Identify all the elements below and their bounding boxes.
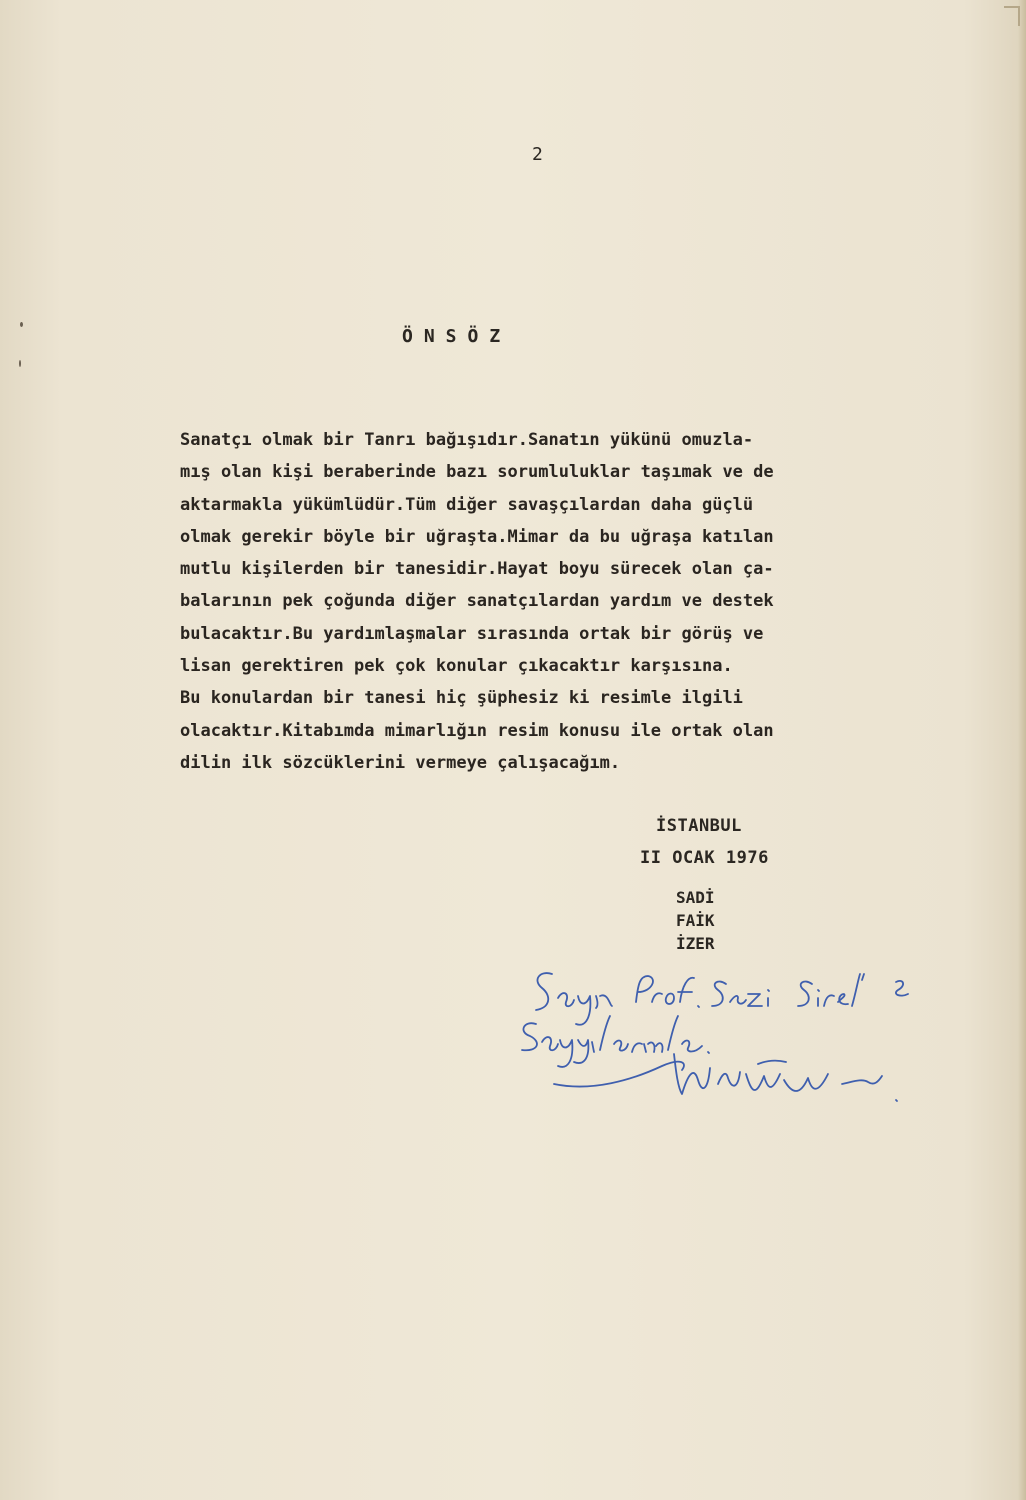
body-line: dilin ilk sözcüklerini vermeye çalışacağım.: [180, 752, 621, 773]
paper-speck: [20, 322, 23, 327]
body-line: Bu konulardan bir tanesi hiç şüphesiz ki resimle ilgili: [180, 688, 743, 709]
date-line: II OCAK 1976: [640, 848, 769, 868]
body-line: olacaktır.Kitabımda mimarlığın resim konusu ile ortak olan: [180, 720, 774, 741]
body-line: Sanatçı olmak bir Tanrı bağışıdır.Sanatın yükünü omuzla-: [180, 430, 754, 450]
corner-crease: [1004, 6, 1020, 26]
body-line: balarının pek çoğunda diğer sanatçılardan yardım ve destek: [180, 591, 774, 612]
author-middle-name: FAİK: [676, 911, 715, 930]
author-first-name: SADİ: [676, 888, 715, 907]
body-line: lisan gerektiren pek çok konular çıkacaktır karşısına.: [180, 656, 733, 677]
body-line: mış olan kişi beraberinde bazı sorumluluklar taşımak ve de: [180, 462, 774, 483]
page-title: ÖNSÖZ: [402, 326, 512, 347]
place-name: İSTANBUL: [656, 816, 742, 836]
page-edge-shadow: [1018, 0, 1026, 1500]
handwritten-dedication: [512, 962, 924, 1122]
body-line: olmak gerekir böyle bir uğraşta.Mimar da bu uğraşa katılan: [180, 526, 774, 547]
preface-body: [180, 424, 900, 779]
author-name: [676, 886, 715, 955]
body-line: aktarmakla yükümlüdür.Tüm diğer savaşçılardan daha güçlü: [180, 494, 754, 515]
body-line: bulacaktır.Bu yardımlaşmalar sırasında ortak bir görüş ve: [180, 623, 764, 644]
author-last-name: İZER: [676, 934, 715, 953]
page-number: 2: [532, 144, 544, 165]
body-line: mutlu kişilerden bir tanesidir.Hayat boyu sürecek olan ça-: [180, 559, 774, 580]
paper-speck: [19, 360, 21, 367]
